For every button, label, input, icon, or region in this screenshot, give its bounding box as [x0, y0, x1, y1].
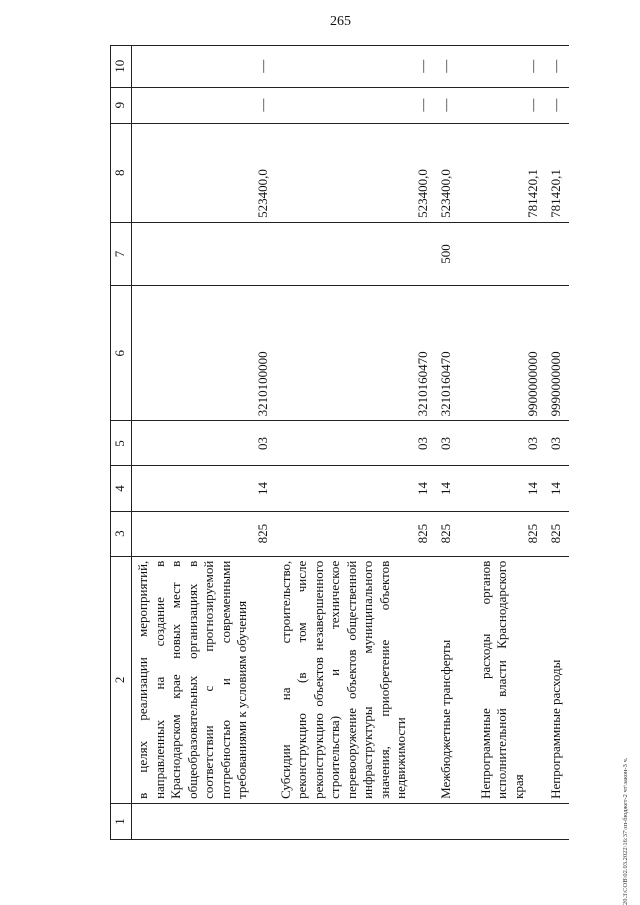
budget-table	[110, 45, 569, 840]
header-col-10: 10	[111, 46, 132, 88]
header-col-3: 3	[111, 511, 132, 556]
cell-c5: 03	[545, 421, 569, 466]
row-name: Субсидии на строительство, реконструкцию (в том числе реконструкцию объектов незавершенного строительства) и техническое перевооружение объектов общественной инфраструктуры муниципального значения, приобретение объектов недвижимости	[275, 556, 435, 803]
table-row	[545, 46, 569, 840]
cell-c9: —	[545, 87, 569, 123]
cell-c4: 14	[435, 466, 475, 511]
cell-c3: 825	[275, 511, 435, 556]
cell-c3: 825	[545, 511, 569, 556]
cell-c7	[475, 222, 545, 285]
cell-c9: —	[275, 87, 435, 123]
cell-c10: —	[475, 46, 545, 88]
cell-c8: 781420,1	[475, 123, 545, 222]
cell-c6: 3210160470	[275, 286, 435, 421]
header-row	[111, 46, 132, 840]
budget-table-rotated	[110, 45, 563, 840]
row-name: в целях реализации мероприятий, направленных на создание в Краснодарском крае новых мест в общеобразовательных организациях в соответствии с прогнозируемой потребностью и современными требованиями к условиям обучения	[132, 556, 275, 803]
row-name: Межбюджетные трансферты	[435, 556, 475, 803]
row-name: Непрограммные расходы	[545, 556, 569, 803]
table-row	[132, 46, 275, 840]
cell-c9: —	[132, 87, 275, 123]
cell-c6: 9990000000	[545, 286, 569, 421]
cell-c7	[275, 222, 435, 285]
header-col-6: 6	[111, 286, 132, 421]
table-row	[275, 46, 435, 840]
cell-c3: 825	[132, 511, 275, 556]
cell-c6: 3210100000	[132, 286, 275, 421]
cell-c6: 9900000000	[475, 286, 545, 421]
header-col-8: 8	[111, 123, 132, 222]
page-number: 265	[330, 14, 351, 29]
cell-c4: 14	[132, 466, 275, 511]
cell-c10: —	[435, 46, 475, 88]
cell-c10: —	[275, 46, 435, 88]
cell-c9: —	[435, 87, 475, 123]
cell-c8: 781420,1	[545, 123, 569, 222]
table-row	[435, 46, 475, 840]
header-col-5: 5	[111, 421, 132, 466]
cell-c8: 523400,0	[435, 123, 475, 222]
header-col-9: 9	[111, 87, 132, 123]
side-note: 20.3\СОВ\02.03.2022\16:37\зп-бюджет-2 чт\закон-3 ч.	[622, 757, 629, 905]
cell-c4: 14	[275, 466, 435, 511]
cell-c3: 825	[435, 511, 475, 556]
header-col-1: 1	[111, 803, 132, 839]
cell-c5: 03	[435, 421, 475, 466]
cell-c7	[545, 222, 569, 285]
cell-c7	[132, 222, 275, 285]
cell-c5: 03	[132, 421, 275, 466]
cell-c10: —	[545, 46, 569, 88]
cell-c8: 523400,0	[132, 123, 275, 222]
header-col-7: 7	[111, 222, 132, 285]
cell-c5: 03	[275, 421, 435, 466]
table-row	[475, 46, 545, 840]
cell-c8: 523400,0	[275, 123, 435, 222]
cell-c4: 14	[545, 466, 569, 511]
cell-c5: 03	[475, 421, 545, 466]
cell-c9: —	[475, 87, 545, 123]
cell-c10: —	[132, 46, 275, 88]
header-col-2: 2	[111, 556, 132, 803]
cell-c4: 14	[475, 466, 545, 511]
row-name: Непрограммные расходы органов исполнительной власти Краснодарского края	[475, 556, 545, 803]
cell-c7: 500	[435, 222, 475, 285]
header-col-4: 4	[111, 466, 132, 511]
cell-c6: 3210160470	[435, 286, 475, 421]
cell-c3: 825	[475, 511, 545, 556]
